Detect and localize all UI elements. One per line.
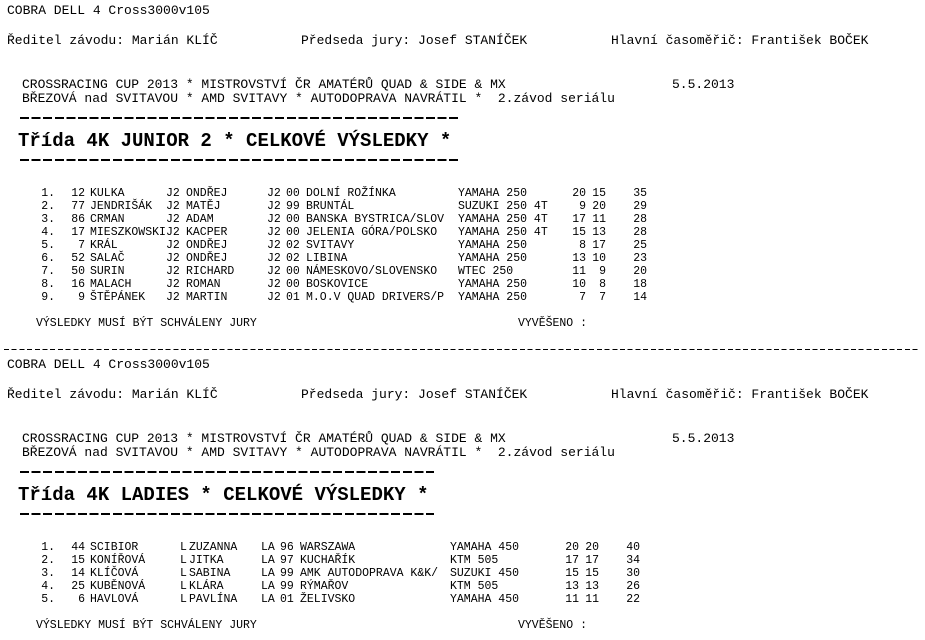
first-name-cell: SABINA	[189, 567, 231, 580]
year-cell: 00	[286, 213, 300, 226]
surname-cell: MIESZKOWSKI	[90, 226, 166, 239]
jury-chair: Předseda jury: Josef STANÍČEK	[301, 387, 528, 402]
rank-cell: 8.	[41, 278, 55, 291]
category-cell: J2	[267, 239, 281, 252]
club-cell: BOSKOVICE	[306, 278, 369, 291]
motorcycle-cell: YAMAHA 250	[458, 239, 528, 252]
event-venue-line: BŘEZOVÁ nad SVITAVOU * AMD SVITAVY * AUTODOPRAVA NAVRÁTIL * 2.závod seriálu	[22, 445, 615, 460]
section-separator	[4, 349, 920, 350]
class-cell: L	[180, 554, 187, 567]
start-number-cell: 50	[71, 265, 85, 278]
club-cell: RÝMAŘOV	[300, 580, 349, 593]
motorcycle-cell: SUZUKI 250 4T	[458, 200, 548, 213]
start-number-cell: 52	[71, 252, 85, 265]
category-cell: LA	[261, 554, 275, 567]
result-row	[0, 187, 700, 200]
class-cell: J2	[166, 213, 180, 226]
year-cell: 00	[286, 265, 300, 278]
start-number-cell: 77	[71, 200, 85, 213]
motorcycle-cell: WTEC 250	[458, 265, 514, 278]
event-date: 5.5.2013	[672, 431, 735, 446]
class-cell: L	[180, 541, 187, 554]
club-cell: AMK AUTODOPRAVA K&K/	[300, 567, 439, 580]
result-row	[0, 593, 700, 606]
race2-points-cell: 15	[585, 567, 599, 580]
race-director: Ředitel závodu: Marián KLÍČ	[7, 387, 218, 402]
class-cell: J2	[166, 239, 180, 252]
total-points-cell: 30	[626, 567, 640, 580]
race1-points-cell: 17	[572, 213, 586, 226]
first-name-cell: ROMAN	[186, 278, 221, 291]
category-cell: J2	[267, 213, 281, 226]
approval-note: VÝSLEDKY MUSÍ BÝT SCHVÁLENY JURY	[36, 619, 257, 632]
start-number-cell: 44	[71, 541, 85, 554]
event-title-line: CROSSRACING CUP 2013 * MISTROVSTVÍ ČR AMATÉRŮ QUAD & SIDE & MX	[22, 77, 506, 92]
motorcycle-cell: YAMAHA 250 4T	[458, 213, 548, 226]
result-row	[0, 200, 700, 213]
year-cell: 96	[280, 541, 294, 554]
race1-points-cell: 9	[579, 200, 586, 213]
race2-points-cell: 15	[592, 187, 606, 200]
result-row	[0, 213, 700, 226]
category-cell: J2	[267, 291, 281, 304]
first-name-cell: PAVLÍNA	[189, 593, 238, 606]
first-name-cell: ONDŘEJ	[186, 187, 228, 200]
year-cell: 97	[280, 554, 294, 567]
first-name-cell: ZUZANNA	[189, 541, 238, 554]
motorcycle-cell: YAMAHA 250	[458, 291, 528, 304]
class-title: Třída 4K LADIES * CELKOVÉ VÝSLEDKY *	[18, 484, 429, 506]
year-cell: 99	[280, 567, 294, 580]
rank-cell: 7.	[41, 265, 55, 278]
surname-cell: KLÍČOVÁ	[90, 567, 139, 580]
results-sheet-ladies	[0, 354, 925, 640]
class-cell: J2	[166, 291, 180, 304]
race2-points-cell: 11	[585, 593, 599, 606]
result-row	[0, 554, 700, 567]
start-number-cell: 9	[78, 291, 85, 304]
posted-label: VYVĚŠENO :	[518, 619, 588, 632]
surname-cell: SCIBIOR	[90, 541, 139, 554]
race1-points-cell: 20	[565, 541, 579, 554]
race2-points-cell: 7	[599, 291, 606, 304]
surname-cell: KUBĚNOVÁ	[90, 580, 146, 593]
motorcycle-cell: YAMAHA 250	[458, 187, 528, 200]
result-row	[0, 291, 700, 304]
surname-cell: SURIN	[90, 265, 125, 278]
club-cell: BRUNTÁL	[306, 200, 355, 213]
total-points-cell: 18	[633, 278, 647, 291]
race1-points-cell: 15	[572, 226, 586, 239]
race1-points-cell: 11	[572, 265, 586, 278]
surname-cell: CRMAN	[90, 213, 125, 226]
results-block	[0, 187, 700, 330]
race1-points-cell: 15	[565, 567, 579, 580]
motorcycle-cell: YAMAHA 250 4T	[458, 226, 548, 239]
title-rule-top	[20, 117, 458, 119]
total-points-cell: 23	[633, 252, 647, 265]
start-number-cell: 15	[71, 554, 85, 567]
year-cell: 02	[286, 252, 300, 265]
posted-label: VYVĚŠENO :	[518, 317, 588, 330]
start-number-cell: 25	[71, 580, 85, 593]
year-cell: 00	[286, 226, 300, 239]
race1-points-cell: 8	[579, 239, 586, 252]
result-row	[0, 278, 700, 291]
class-cell: L	[180, 593, 187, 606]
chief-timekeeper: Hlavní časoměřič: František BOČEK	[611, 387, 869, 402]
results-footer	[0, 317, 700, 330]
motorcycle-cell: YAMAHA 250	[458, 252, 528, 265]
rank-cell: 2.	[41, 200, 55, 213]
first-name-cell: KLÁRA	[189, 580, 224, 593]
race2-points-cell: 9	[599, 265, 606, 278]
event-venue-line: BŘEZOVÁ nad SVITAVOU * AMD SVITAVY * AUTODOPRAVA NAVRÁTIL * 2.závod seriálu	[22, 91, 615, 106]
class-cell: J2	[166, 278, 180, 291]
surname-cell: KONÍŘOVÁ	[90, 554, 146, 567]
class-cell: L	[180, 580, 187, 593]
motorcycle-cell: YAMAHA 250	[458, 278, 528, 291]
start-number-cell: 16	[71, 278, 85, 291]
results-footer	[0, 619, 700, 632]
year-cell: 99	[280, 580, 294, 593]
jury-chair: Předseda jury: Josef STANÍČEK	[301, 33, 528, 48]
start-number-cell: 17	[71, 226, 85, 239]
first-name-cell: RICHARD	[186, 265, 235, 278]
rank-cell: 2.	[41, 554, 55, 567]
rank-cell: 1.	[41, 187, 55, 200]
total-points-cell: 20	[633, 265, 647, 278]
first-name-cell: MATĚJ	[186, 200, 221, 213]
result-row	[0, 541, 700, 554]
rank-cell: 5.	[41, 239, 55, 252]
club-cell: KUCHAŘÍK	[300, 554, 356, 567]
club-cell: LIBINA	[306, 252, 348, 265]
year-cell: 99	[286, 200, 300, 213]
class-cell: J2	[166, 226, 180, 239]
category-cell: LA	[261, 567, 275, 580]
race1-points-cell: 17	[565, 554, 579, 567]
first-name-cell: ADAM	[186, 213, 214, 226]
total-points-cell: 35	[633, 187, 647, 200]
club-cell: WARSZAWA	[300, 541, 356, 554]
class-cell: J2	[166, 187, 180, 200]
result-row	[0, 226, 700, 239]
surname-cell: KULKA	[90, 187, 125, 200]
start-number-cell: 12	[71, 187, 85, 200]
total-points-cell: 22	[626, 593, 640, 606]
surname-cell: HAVLOVÁ	[90, 593, 139, 606]
race2-points-cell: 13	[592, 226, 606, 239]
year-cell: 01	[286, 291, 300, 304]
club-cell: JELENIA GÓRA/POLSKO	[306, 226, 438, 239]
first-name-cell: MARTIN	[186, 291, 228, 304]
race2-points-cell: 8	[599, 278, 606, 291]
rank-cell: 1.	[41, 541, 55, 554]
chief-timekeeper: Hlavní časoměřič: František BOČEK	[611, 33, 869, 48]
race2-points-cell: 20	[585, 541, 599, 554]
year-cell: 02	[286, 239, 300, 252]
first-name-cell: ONDŘEJ	[186, 239, 228, 252]
title-rule-bottom	[20, 159, 458, 161]
results-table	[0, 541, 700, 606]
title-rule-top	[20, 471, 434, 473]
first-name-cell: ONDŘEJ	[186, 252, 228, 265]
race1-points-cell: 13	[565, 580, 579, 593]
total-points-cell: 28	[633, 213, 647, 226]
total-points-cell: 25	[633, 239, 647, 252]
start-number-cell: 6	[78, 593, 85, 606]
category-cell: J2	[267, 187, 281, 200]
category-cell: J2	[267, 265, 281, 278]
first-name-cell: JITKA	[189, 554, 224, 567]
total-points-cell: 14	[633, 291, 647, 304]
race2-points-cell: 17	[585, 554, 599, 567]
total-points-cell: 34	[626, 554, 640, 567]
rank-cell: 6.	[41, 252, 55, 265]
race2-points-cell: 11	[592, 213, 606, 226]
event-title-line: CROSSRACING CUP 2013 * MISTROVSTVÍ ČR AMATÉRŮ QUAD & SIDE & MX	[22, 431, 506, 446]
class-cell: J2	[166, 252, 180, 265]
class-cell: J2	[166, 265, 180, 278]
result-row	[0, 580, 700, 593]
surname-cell: MALACH	[90, 278, 132, 291]
category-cell: J2	[267, 226, 281, 239]
race2-points-cell: 17	[592, 239, 606, 252]
motorcycle-cell: KTM 505	[450, 554, 499, 567]
total-points-cell: 40	[626, 541, 640, 554]
race-director: Ředitel závodu: Marián KLÍČ	[7, 33, 218, 48]
race2-points-cell: 20	[592, 200, 606, 213]
club-cell: SVITAVY	[306, 239, 355, 252]
surname-cell: ŠTĚPÁNEK	[90, 291, 146, 304]
total-points-cell: 26	[626, 580, 640, 593]
total-points-cell: 28	[633, 226, 647, 239]
first-name-cell: KACPER	[186, 226, 228, 239]
total-points-cell: 29	[633, 200, 647, 213]
club-cell: ŽELIVSKO	[300, 593, 356, 606]
rank-cell: 5.	[41, 593, 55, 606]
rank-cell: 3.	[41, 213, 55, 226]
result-row	[0, 567, 700, 580]
surname-cell: SALAČ	[90, 252, 125, 265]
result-row	[0, 265, 700, 278]
category-cell: J2	[267, 252, 281, 265]
race1-points-cell: 13	[572, 252, 586, 265]
motorcycle-cell: YAMAHA 450	[450, 593, 520, 606]
rank-cell: 4.	[41, 580, 55, 593]
year-cell: 01	[280, 593, 294, 606]
year-cell: 00	[286, 187, 300, 200]
motorcycle-cell: YAMAHA 450	[450, 541, 520, 554]
year-cell: 00	[286, 278, 300, 291]
start-number-cell: 86	[71, 213, 85, 226]
club-cell: BANSKA BYSTRICA/SLOV	[306, 213, 445, 226]
category-cell: LA	[261, 580, 275, 593]
race1-points-cell: 7	[579, 291, 586, 304]
rank-cell: 4.	[41, 226, 55, 239]
approval-note: VÝSLEDKY MUSÍ BÝT SCHVÁLENY JURY	[36, 317, 257, 330]
start-number-cell: 14	[71, 567, 85, 580]
results-table	[0, 187, 700, 304]
motorcycle-cell: KTM 505	[450, 580, 499, 593]
class-cell: L	[180, 567, 187, 580]
rank-cell: 3.	[41, 567, 55, 580]
title-rule-bottom	[20, 513, 434, 515]
program-name: COBRA DELL 4 Cross3000v105	[7, 357, 210, 372]
category-cell: J2	[267, 200, 281, 213]
surname-cell: JENDRIŠÁK	[90, 200, 153, 213]
surname-cell: KRÁL	[90, 239, 118, 252]
club-cell: DOLNÍ ROŽÍNKA	[306, 187, 396, 200]
start-number-cell: 7	[78, 239, 85, 252]
results-block	[0, 541, 700, 632]
result-row	[0, 239, 700, 252]
club-cell: M.O.V QUAD DRIVERS/P	[306, 291, 445, 304]
result-row	[0, 252, 700, 265]
motorcycle-cell: SUZUKI 450	[450, 567, 520, 580]
category-cell: J2	[267, 278, 281, 291]
club-cell: NÁMESKOVO/SLOVENSKO	[306, 265, 438, 278]
race1-points-cell: 11	[565, 593, 579, 606]
race2-points-cell: 10	[592, 252, 606, 265]
event-date: 5.5.2013	[672, 77, 735, 92]
race1-points-cell: 20	[572, 187, 586, 200]
program-name: COBRA DELL 4 Cross3000v105	[7, 3, 210, 18]
class-title: Třída 4K JUNIOR 2 * CELKOVÉ VÝSLEDKY *	[18, 130, 452, 152]
class-cell: J2	[166, 200, 180, 213]
category-cell: LA	[261, 593, 275, 606]
race1-points-cell: 10	[572, 278, 586, 291]
category-cell: LA	[261, 541, 275, 554]
race2-points-cell: 13	[585, 580, 599, 593]
rank-cell: 9.	[41, 291, 55, 304]
